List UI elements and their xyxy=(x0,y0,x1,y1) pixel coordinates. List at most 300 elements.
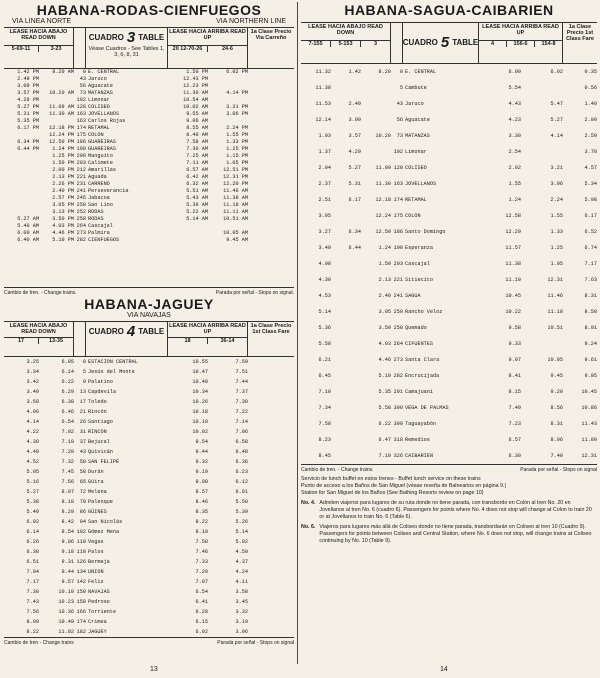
down-label: LEASE HACIA ABAJO READ DOWN xyxy=(308,24,383,36)
time-value: 5.39 xyxy=(235,509,248,515)
table-3-rows xyxy=(4,69,294,287)
km-value: 282 xyxy=(393,373,403,379)
time-value: 1.42 PM xyxy=(17,69,39,75)
time-value xyxy=(248,617,294,627)
cuadro-word: CUADRO xyxy=(402,37,438,47)
km-value: 163 xyxy=(76,111,86,117)
time-value xyxy=(248,567,294,577)
page-number-13: 13 xyxy=(150,666,158,673)
time-value: 10.10 xyxy=(58,589,74,595)
time-value: 3.09 PM xyxy=(17,83,39,89)
table-row xyxy=(301,416,597,432)
time-value: 0.56 xyxy=(584,85,597,91)
time-value: 9.07 xyxy=(508,357,521,363)
time-value: 1.25 xyxy=(550,245,563,251)
time-value: 7.58 xyxy=(195,539,208,545)
time-value: 8.09 xyxy=(26,619,39,625)
table-row xyxy=(4,223,294,230)
station-name: Durán xyxy=(88,469,104,475)
time-value: 2.57 PM xyxy=(52,195,74,201)
table-row xyxy=(301,368,597,384)
station-name: Palos xyxy=(88,549,104,555)
time-value: 6.29 xyxy=(61,389,74,395)
time-value xyxy=(248,477,294,487)
time-value: 2.49 xyxy=(348,101,361,107)
note-4 xyxy=(301,500,597,521)
station-name: Palenque xyxy=(88,499,113,505)
up-label: LEASE HACIA ARRIBA READ UP xyxy=(169,323,246,335)
time-value: 10.22 xyxy=(505,309,521,315)
table-row xyxy=(4,567,294,577)
station-name: Melena xyxy=(88,489,107,495)
km-value: 65 xyxy=(79,479,86,485)
time-value: 4.53 xyxy=(318,293,331,299)
km-value: 282 xyxy=(76,237,86,243)
km-value: 0 xyxy=(82,69,86,75)
time-value: 3.05 PM xyxy=(52,202,74,208)
time-value xyxy=(248,357,294,367)
station-name: Jesús del Monte xyxy=(88,369,135,375)
time-value xyxy=(248,417,294,427)
cuadro-word: CUADRO xyxy=(88,33,124,42)
time-value xyxy=(331,352,361,368)
train-number: 36-14 xyxy=(207,338,247,344)
station-name: Remedios xyxy=(405,437,430,443)
time-value xyxy=(248,181,294,188)
time-value xyxy=(248,597,294,607)
time-value: 4.23 xyxy=(508,117,521,123)
table-row xyxy=(4,577,294,587)
train-number: 18 xyxy=(184,338,191,344)
time-value: 4.22 xyxy=(26,429,39,435)
station-name: E. CENTRAL xyxy=(88,69,120,75)
time-value xyxy=(248,160,294,167)
table-4-up-header xyxy=(168,322,248,356)
time-value: 1.50 PM xyxy=(186,69,208,75)
station-name: Perseverancia xyxy=(88,188,129,194)
time-value: 5.36 AM xyxy=(186,202,208,208)
time-value xyxy=(4,174,39,181)
time-value: 11.46 AM xyxy=(223,188,248,194)
time-value: 4.30 xyxy=(318,277,331,283)
time-value xyxy=(248,83,294,90)
station-name: Pedroso xyxy=(88,599,110,605)
km-value: 56 xyxy=(396,117,403,123)
km-value: 73 xyxy=(396,133,403,139)
time-value: 12.24 PM xyxy=(49,132,74,138)
cuadro-label xyxy=(86,323,167,340)
time-value: 5.31 xyxy=(348,181,361,187)
station-name: Cambute xyxy=(405,85,427,91)
time-value: 8.41 xyxy=(508,373,521,379)
station-name: RETAMAL xyxy=(405,197,427,203)
time-value xyxy=(248,437,294,447)
time-value: 9.54 xyxy=(195,439,208,445)
time-value: 9.58 xyxy=(508,325,521,331)
time-value: 9.20 xyxy=(550,389,563,395)
time-value: 1.15 PM xyxy=(226,153,248,159)
time-value xyxy=(248,407,294,417)
station-name: SAN FELIPE xyxy=(88,459,120,465)
station-name: Aguacate xyxy=(88,83,113,89)
time-value xyxy=(248,367,294,377)
time-value: 5.14 xyxy=(235,529,248,535)
time-value: 3.06 PM xyxy=(226,111,248,117)
time-value: 9.06 AM xyxy=(186,118,208,124)
time-value: 1.33 xyxy=(550,229,563,235)
table-row xyxy=(4,527,294,537)
cuadro-label xyxy=(403,24,478,60)
time-value: 5.36 xyxy=(318,325,331,331)
time-value: 6.21 xyxy=(318,357,331,363)
time-value: 6.57 AM xyxy=(186,167,208,173)
table-row xyxy=(4,447,294,457)
time-value: 5.10 xyxy=(378,373,391,379)
table-5-up-header xyxy=(479,23,563,63)
station-name: UNION xyxy=(88,569,104,575)
time-value xyxy=(4,188,39,195)
km-value: 118 xyxy=(76,549,86,555)
time-value: 7.51 xyxy=(235,369,248,375)
time-value: 12.23 PM xyxy=(183,83,208,89)
time-value xyxy=(248,76,294,83)
time-value: 7.43 xyxy=(26,599,39,605)
station-name: Palmira xyxy=(88,230,110,236)
time-value: 1.03 xyxy=(318,133,331,139)
time-value: 7.49 xyxy=(508,405,521,411)
time-value: 8.91 xyxy=(584,325,597,331)
time-value: 12.31 xyxy=(581,453,597,459)
time-value: 2.02 xyxy=(508,165,521,171)
station-name: E. CENTRAL xyxy=(405,69,437,75)
station-name: RODAS xyxy=(88,216,104,222)
table-row xyxy=(4,202,294,209)
time-value: 11.02 xyxy=(58,629,74,635)
time-value xyxy=(248,587,294,597)
time-value: 9.45 xyxy=(550,373,563,379)
table-row xyxy=(4,397,294,407)
station-name: GUAREIRAS xyxy=(88,146,117,152)
table-word: TABLE xyxy=(138,327,165,336)
time-value: 4.37 xyxy=(235,559,248,565)
station-name: JOVELLANOS xyxy=(405,181,437,187)
km-value: 300 xyxy=(393,405,403,411)
time-value: 11.46 xyxy=(547,293,563,299)
table-row xyxy=(301,224,597,240)
note-buffet: Servicio de lunch buffet en estos trenes - Buffet lunch service on these trains xyxy=(301,476,481,482)
km-value: 221 xyxy=(76,174,86,180)
time-value: 10.51 xyxy=(547,325,563,331)
time-value: 8.54 xyxy=(61,529,74,535)
note-6-label: No. 6. xyxy=(301,524,316,530)
station-name: RINCON xyxy=(88,429,107,435)
time-value: 6.57 xyxy=(508,437,521,443)
km-value: 175 xyxy=(76,132,86,138)
station-name: VEGA DE PALMAS xyxy=(405,405,449,411)
table-row xyxy=(4,230,294,237)
table-row xyxy=(4,146,294,153)
table-3-via-right: VIA NORTHERN LINE xyxy=(216,18,286,25)
km-value: 126 xyxy=(76,559,86,565)
km-value: 252 xyxy=(76,209,86,215)
time-value: 2.40 PM xyxy=(52,188,74,194)
page-number-14: 14 xyxy=(440,666,448,673)
table-4-down-header xyxy=(4,322,74,356)
time-value: 8.18 xyxy=(61,499,74,505)
time-value: 10.18 xyxy=(192,409,208,415)
time-value: 6.48 xyxy=(235,449,248,455)
time-value xyxy=(4,153,39,160)
time-value: 4.24 xyxy=(235,569,248,575)
time-value xyxy=(331,368,361,384)
time-value: 4.06 xyxy=(26,409,39,415)
table-row xyxy=(301,176,597,192)
km-value: 326 xyxy=(393,453,403,459)
time-value: 6.46 xyxy=(61,409,74,415)
table-row xyxy=(301,96,597,112)
note-4-label: No. 4. xyxy=(301,500,316,506)
table-row xyxy=(301,64,597,80)
time-value xyxy=(248,188,294,195)
time-value: 5.27 xyxy=(550,117,563,123)
time-value: 3.06 xyxy=(235,629,248,635)
km-value: 182 xyxy=(76,629,86,635)
time-value: 6.22 xyxy=(378,421,391,427)
table-row xyxy=(301,384,597,400)
station-name: San Nicolás xyxy=(88,519,123,525)
km-value: 79 xyxy=(79,499,86,505)
station-name: COLISEO xyxy=(405,165,427,171)
station-name: COLISEO xyxy=(88,104,110,110)
time-value xyxy=(248,153,294,160)
station-name: San Lino xyxy=(88,202,113,208)
time-value: 11.38 xyxy=(505,261,521,267)
station-name: Amarillas xyxy=(88,167,117,173)
table-5-header xyxy=(301,22,597,64)
table-row xyxy=(4,437,294,447)
table-row xyxy=(4,417,294,427)
time-value: 1.25 PM xyxy=(226,146,248,152)
time-value xyxy=(248,467,294,477)
station-name: Torriente xyxy=(88,609,117,615)
time-value: 6.36 xyxy=(235,459,248,465)
time-value: 10.86 xyxy=(581,405,597,411)
note-4-text: Admiten viajeros para lugares de su ruta donde no tiene parada, con transbordo en Colón al tren No. 20 en Jovellanos al tren No. 6 (cuadro 6). Passengers for points where No. 4 does not stop will change at Colon to train 20 or at Jovellanos to train No. 6 (Table 6). xyxy=(319,500,592,520)
time-value: 12.14 xyxy=(315,117,331,123)
station-name: Gómez Mena xyxy=(88,529,120,535)
time-value: 9.31 xyxy=(61,559,74,565)
station-name: Limonar xyxy=(405,149,427,155)
table-row xyxy=(4,153,294,160)
time-value: 6.42 AM xyxy=(186,174,208,180)
km-value: 221 xyxy=(393,277,403,283)
table-word: TABLE xyxy=(138,33,165,42)
km-value: 94 xyxy=(79,519,86,525)
time-value: 11.38 AM xyxy=(223,195,248,201)
table-4-rows xyxy=(4,357,294,637)
table-row xyxy=(4,209,294,216)
km-value: 26 xyxy=(79,419,86,425)
time-value: 9.32 xyxy=(195,459,208,465)
time-value: 9.24 xyxy=(584,341,597,347)
station-name: Capdevila xyxy=(88,389,117,395)
table-5-notes xyxy=(301,476,597,545)
time-value: 4.50 xyxy=(235,549,248,555)
see-tables: Véase Cuadros - See Tables 1, 3, 6, 8, 31 xyxy=(88,46,165,58)
time-value: 6.38 xyxy=(61,399,74,405)
time-value xyxy=(208,223,248,230)
km-value: 309 xyxy=(393,421,403,427)
km-value: 264 xyxy=(76,223,86,229)
time-value: 12.50 PM xyxy=(49,139,74,145)
time-value: 9.57 xyxy=(61,579,74,585)
time-value: 2.54 xyxy=(508,149,521,155)
time-value: 7.30 AM xyxy=(186,146,208,152)
time-value: 1.50 PM xyxy=(52,160,74,166)
table-4-header xyxy=(4,321,294,357)
table-row xyxy=(301,448,597,464)
station-name: Bermeja xyxy=(88,559,110,565)
station-name: CAIBARIEN xyxy=(405,453,434,459)
table-row xyxy=(301,144,597,160)
km-value: 0 xyxy=(82,359,86,365)
station-name: CARRENO xyxy=(88,181,110,187)
time-value xyxy=(331,272,361,288)
time-value: 6.23 xyxy=(235,469,248,475)
time-value: 8.20 xyxy=(378,69,391,75)
time-value: 1.55 xyxy=(550,213,563,219)
table-row xyxy=(4,427,294,437)
km-value: 231 xyxy=(76,181,86,187)
time-value: 9.33 xyxy=(508,341,521,347)
time-value: 10.02 AM xyxy=(183,104,208,110)
station-name: JAGUEY xyxy=(88,629,107,635)
time-value: 9.55 AM xyxy=(186,111,208,117)
time-value: 3.50 xyxy=(378,325,391,331)
time-value: 6.52 xyxy=(584,229,597,235)
time-value: 6.14 xyxy=(61,369,74,375)
time-value: 7.22 xyxy=(235,409,248,415)
time-value xyxy=(361,112,391,128)
time-value: 10.34 xyxy=(192,389,208,395)
time-value: 5.27 xyxy=(26,489,39,495)
station-name: Quivicán xyxy=(88,449,113,455)
time-value: 6.17 xyxy=(584,213,597,219)
time-value: 6.28 xyxy=(195,609,208,615)
time-value: 8.06 xyxy=(550,437,563,443)
table-row xyxy=(301,256,597,272)
time-value: 3.58 xyxy=(26,399,39,405)
time-value: 10.10 xyxy=(192,419,208,425)
time-value: 1.24 xyxy=(378,245,391,251)
time-value: 10.02 xyxy=(192,429,208,435)
table-row xyxy=(4,537,294,547)
time-value: 7.59 xyxy=(235,359,248,365)
table-3-down-header xyxy=(4,28,74,68)
station-name: Quemado xyxy=(405,325,427,331)
table-3-up-header xyxy=(168,28,248,68)
time-value: 4.30 xyxy=(26,439,39,445)
table-row xyxy=(4,517,294,527)
time-value: 12.24 xyxy=(375,213,391,219)
legend-stops-signal: Parada por señal - Stops on signal xyxy=(520,467,597,473)
time-value: 7.46 xyxy=(195,549,208,555)
time-value xyxy=(248,230,294,237)
time-value: 2.04 xyxy=(318,165,331,171)
time-value: 4.46 PM xyxy=(52,230,74,236)
time-value: 6.15 xyxy=(195,619,208,625)
time-value: 7.58 xyxy=(318,421,331,427)
table-row xyxy=(4,104,294,111)
time-value: 6.14 xyxy=(26,529,39,535)
time-value: 1.40 xyxy=(584,101,597,107)
time-value xyxy=(331,384,361,400)
note-6-text: Viajeros para lugares más allá de Coliseo donde no tiene parada, transbordarán en Coliseo al tren 10 (Cuadro 9). Passengers for points between Coliseo and Central Station, where No. 6 does not stop, will change trains at Coliseo continuing by No. 10 (Table 9). xyxy=(319,524,592,544)
time-value: 3.32 xyxy=(235,609,248,615)
station-name: CIENFUEGOS xyxy=(88,237,120,243)
km-value: 128 xyxy=(393,165,403,171)
time-value: 12.58 xyxy=(505,213,521,219)
time-value: 5.35 xyxy=(378,389,391,395)
time-value: 3.34 xyxy=(26,369,39,375)
up-label: LEASE HACIA ARRIBA READ UP xyxy=(169,29,246,41)
km-value: 250 xyxy=(393,309,403,315)
station-name: MATANZAS xyxy=(405,133,430,139)
table-4-legend xyxy=(4,637,294,646)
time-value: 8.42 xyxy=(61,519,74,525)
train-number: 24-6 xyxy=(207,46,247,52)
time-value xyxy=(248,237,294,244)
time-value: 2.24 PM xyxy=(226,125,248,131)
station-name: Jabacoa xyxy=(88,195,110,201)
time-value: 6.47 xyxy=(378,437,391,443)
km-value: 241 xyxy=(393,293,403,299)
time-value: 4.43 xyxy=(508,101,521,107)
time-value: 8.31 xyxy=(550,421,563,427)
time-value xyxy=(248,427,294,437)
km-value: 17 xyxy=(79,399,86,405)
time-value xyxy=(4,132,39,139)
station-name: Limonar xyxy=(88,97,110,103)
table-row xyxy=(4,97,294,104)
station-name: GÜINES xyxy=(88,509,107,515)
km-value: 128 xyxy=(76,104,86,110)
time-value xyxy=(521,144,563,160)
time-value: 3.09 xyxy=(348,117,361,123)
table-row xyxy=(4,188,294,195)
time-value: 4.03 PM xyxy=(52,223,74,229)
table-row xyxy=(301,80,597,96)
time-value: 12.29 xyxy=(505,229,521,235)
time-value xyxy=(208,118,248,125)
time-value: 3.45 xyxy=(235,599,248,605)
time-value: 1.33 PM xyxy=(226,139,248,145)
km-value: 0 xyxy=(399,69,403,75)
table-row xyxy=(301,288,597,304)
time-value: 6.38 xyxy=(26,549,39,555)
km-value: 58 xyxy=(79,469,86,475)
time-value: 3.49 xyxy=(318,245,331,251)
table-row xyxy=(4,237,294,244)
time-value: 5.43 AM xyxy=(186,195,208,201)
table-row xyxy=(301,192,597,208)
time-value: 5.22 AM xyxy=(186,209,208,215)
time-value: 11.57 xyxy=(505,245,521,251)
time-value xyxy=(4,195,39,202)
km-value: 174 xyxy=(76,125,86,131)
time-value: 8.45 xyxy=(318,453,331,459)
table-row xyxy=(4,139,294,146)
